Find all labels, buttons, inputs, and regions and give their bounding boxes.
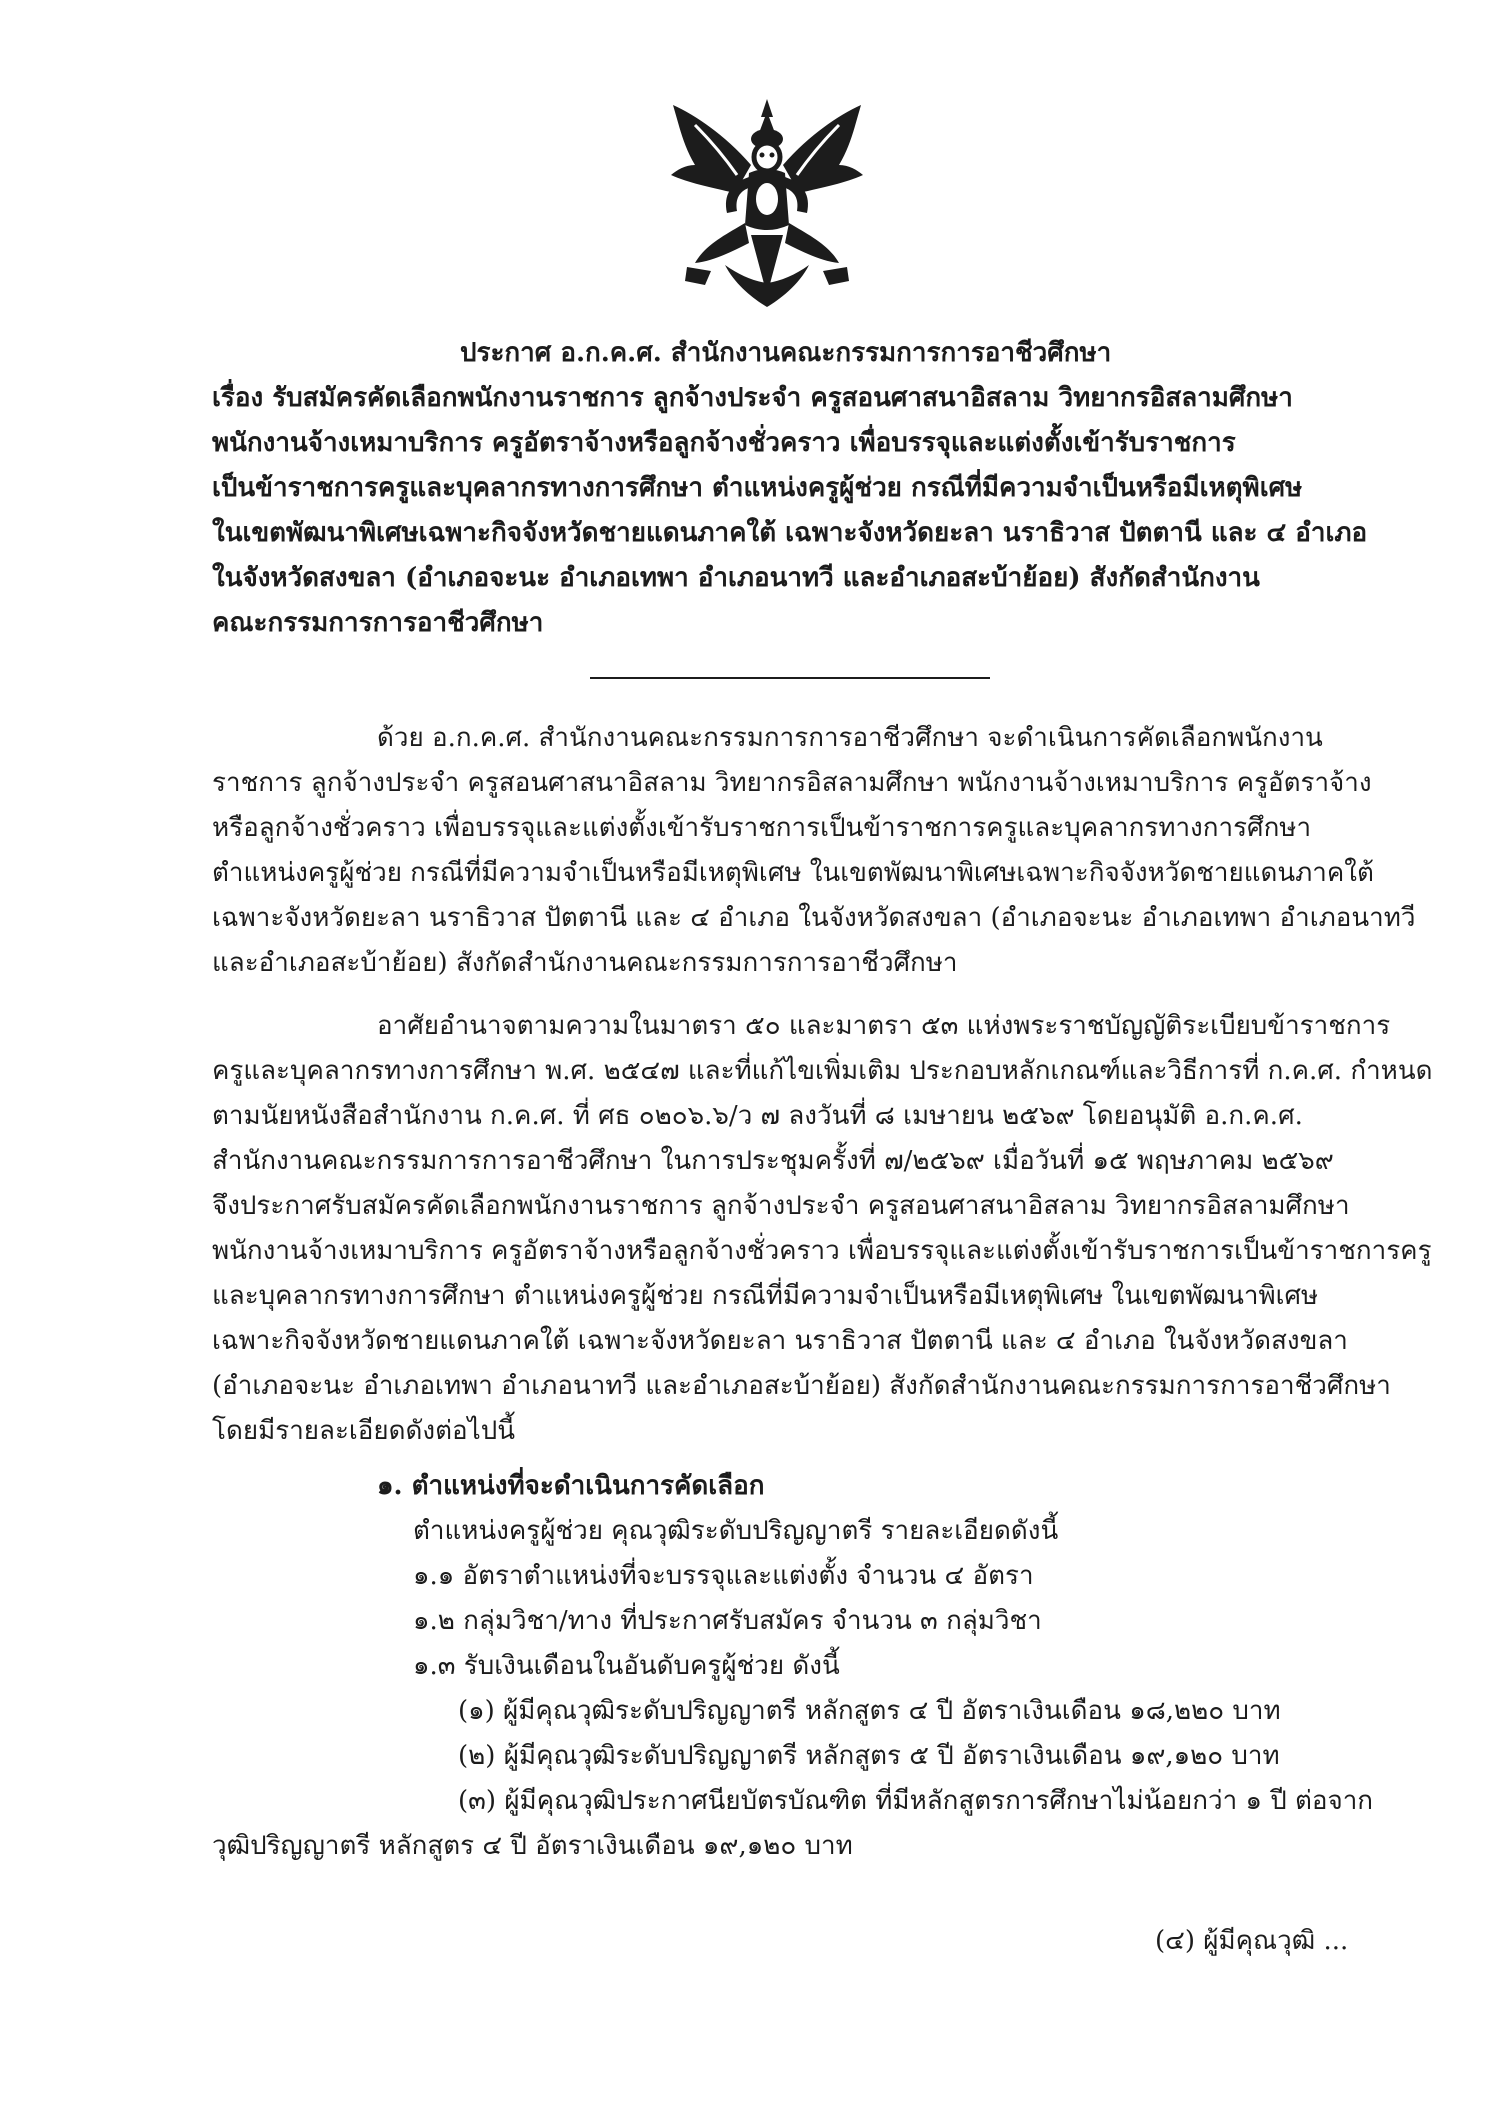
salary-item-3: (๓) ผู้มีคุณวุฒิประกาศนียบัตรบัณฑิต ที่มีหลักสูตรการศึกษาไม่น้อยกว่า ๑ ปี ต่อจาก	[458, 1786, 1374, 1816]
garuda-emblem-icon	[665, 95, 870, 310]
paragraph1-line-6: และอำเภอสะบ้าย้อย) สังกัดสำนักงานคณะกรรมการการอาชีวศึกษา	[212, 948, 958, 978]
subject-line-5: ในจังหวัดสงขลา (อำเภอจะนะ อำเภอเทพา อำเภอนาทวี และอำเภอสะบ้าย้อย) สังกัดสำนักงาน	[212, 563, 1260, 593]
subject-line-4: ในเขตพัฒนาพิเศษเฉพาะกิจจังหวัดชายแดนภาคใต้ เฉพาะจังหวัดยะลา นราธิวาส ปัตตานี และ ๔ อำเภอ	[212, 518, 1368, 548]
subject-line-6: คณะกรรมการการอาชีวศึกษา	[212, 608, 544, 638]
section1-intro: ตำแหน่งครูผู้ช่วย คุณวุฒิระดับปริญญาตรี รายละเอียดดังนี้	[413, 1516, 1059, 1546]
paragraph2-line-9: (อำเภอจะนะ อำเภอเทพา อำเภอนาทวี และอำเภอสะบ้าย้อย) สังกัดสำนักงานคณะกรรมการการอาชีวศึกษา	[212, 1371, 1391, 1401]
subject-line-2: พนักงานจ้างเหมาบริการ ครูอัตราจ้างหรือลูกจ้างชั่วคราว เพื่อบรรจุและแต่งตั้งเข้ารับราชการ	[212, 428, 1236, 458]
paragraph2-line-7: และบุคลากรทางการศึกษา ตำแหน่งครูผู้ช่วย กรณีที่มีความจำเป็นหรือมีเหตุพิเศษ ในเขตพัฒนาพิเศษ	[212, 1281, 1319, 1311]
divider-line	[590, 677, 990, 679]
section1-heading: ๑. ตำแหน่งที่จะดำเนินการคัดเลือก	[377, 1471, 765, 1501]
subject-line-3: เป็นข้าราชการครูและบุคลากรทางการศึกษา ตำแหน่งครูผู้ช่วย กรณีที่มีความจำเป็นหรือมีเหตุพิเศษ	[212, 473, 1303, 503]
paragraph2-line-10: โดยมีรายละเอียดดังต่อไปนี้	[212, 1416, 515, 1446]
paragraph1-line-1: ด้วย อ.ก.ค.ศ. สำนักงานคณะกรรมการการอาชีวศึกษา จะดำเนินการคัดเลือกพนักงาน	[377, 723, 1323, 753]
paragraph2-line-5: จึงประกาศรับสมัครคัดเลือกพนักงานราชการ ลูกจ้างประจำ ครูสอนศาสนาอิสลาม วิทยากรอิสลามศึกษา	[212, 1191, 1350, 1221]
paragraph2-line-1: อาศัยอำนาจตามความในมาตรา ๕๐ และมาตรา ๕๓ แห่งพระราชบัญญัติระเบียบข้าราชการ	[377, 1011, 1391, 1041]
subject-line-1: เรื่อง รับสมัครคัดเลือกพนักงานราชการ ลูกจ้างประจำ ครูสอนศาสนาอิสลาม วิทยากรอิสลามศึกษา	[212, 383, 1293, 413]
paragraph2-line-6: พนักงานจ้างเหมาบริการ ครูอัตราจ้างหรือลูกจ้างชั่วคราว เพื่อบรรจุและแต่งตั้งเข้ารับราชการเป็นข้าราชการครู	[212, 1236, 1432, 1266]
salary-item-2: (๒) ผู้มีคุณวุฒิระดับปริญญาตรี หลักสูตร ๕ ปี อัตราเงินเดือน ๑๙,๑๒๐ บาท	[458, 1741, 1280, 1771]
paragraph2-line-3: ตามนัยหนังสือสำนักงาน ก.ค.ศ. ที่ ศธ ๐๒๐๖.๖/ว ๗ ลงวันที่ ๘ เมษายน ๒๕๖๙ โดยอนุมัติ อ.ก.ค.ศ.	[212, 1101, 1303, 1131]
section1-item-2: ๑.๒ กลุ่มวิชา/ทาง ที่ประกาศรับสมัคร จำนวน ๓ กลุ่มวิชา	[413, 1606, 1042, 1636]
paragraph2-line-8: เฉพาะกิจจังหวัดชายแดนภาคใต้ เฉพาะจังหวัดยะลา นราธิวาส ปัตตานี และ ๔ อำเภอ ในจังหวัดสงขลา	[212, 1326, 1348, 1356]
salary-item-1: (๑) ผู้มีคุณวุฒิระดับปริญญาตรี หลักสูตร ๔ ปี อัตราเงินเดือน ๑๘,๒๒๐ บาท	[458, 1696, 1281, 1726]
announcement-title: ประกาศ อ.ก.ค.ศ. สำนักงานคณะกรรมการการอาชีวศึกษา	[460, 338, 1112, 368]
section1-item-1: ๑.๑ อัตราตำแหน่งที่จะบรรจุและแต่งตั้ง จำนวน ๔ อัตรา	[413, 1561, 1034, 1591]
paragraph1-line-2: ราชการ ลูกจ้างประจำ ครูสอนศาสนาอิสลาม วิทยากรอิสลามศึกษา พนักงานจ้างเหมาบริการ ครูอัตราจ้าง	[212, 768, 1372, 798]
paragraph1-line-4: ตำแหน่งครูผู้ช่วย กรณีที่มีความจำเป็นหรือมีเหตุพิเศษ ในเขตพัฒนาพิเศษเฉพาะกิจจังหวัดชายแดนภาคใต้	[212, 858, 1374, 888]
salary-item-3-continued: วุฒิปริญญาตรี หลักสูตร ๔ ปี อัตราเงินเดือน ๑๙,๑๒๐ บาท	[212, 1831, 853, 1861]
paragraph2-line-4: สำนักงานคณะกรรมการการอาชีวศึกษา ในการประชุมครั้งที่ ๗/๒๕๖๙ เมื่อวันที่ ๑๕ พฤษภาคม ๒๕๖๙	[212, 1146, 1334, 1176]
paragraph2-line-2: ครูและบุคลากรทางการศึกษา พ.ศ. ๒๕๔๗ และที่แก้ไขเพิ่มเติม ประกอบหลักเกณฑ์และวิธีการที่ ก.ค.ศ. กำหนด	[212, 1056, 1433, 1086]
paragraph1-line-3: หรือลูกจ้างชั่วคราว เพื่อบรรจุและแต่งตั้งเข้ารับราชการเป็นข้าราชการครูและบุคลากรทางการศึกษา	[212, 813, 1312, 843]
continuation-text: (๔) ผู้มีคุณวุฒิ ...	[1155, 1926, 1349, 1956]
paragraph1-line-5: เฉพาะจังหวัดยะลา นราธิวาส ปัตตานี และ ๔ อำเภอ ในจังหวัดสงขลา (อำเภอจะนะ อำเภอเทพา อำเภอนาทวี	[212, 903, 1416, 933]
section1-item-3: ๑.๓ รับเงินเดือนในอันดับครูผู้ช่วย ดังนี้	[413, 1651, 840, 1681]
